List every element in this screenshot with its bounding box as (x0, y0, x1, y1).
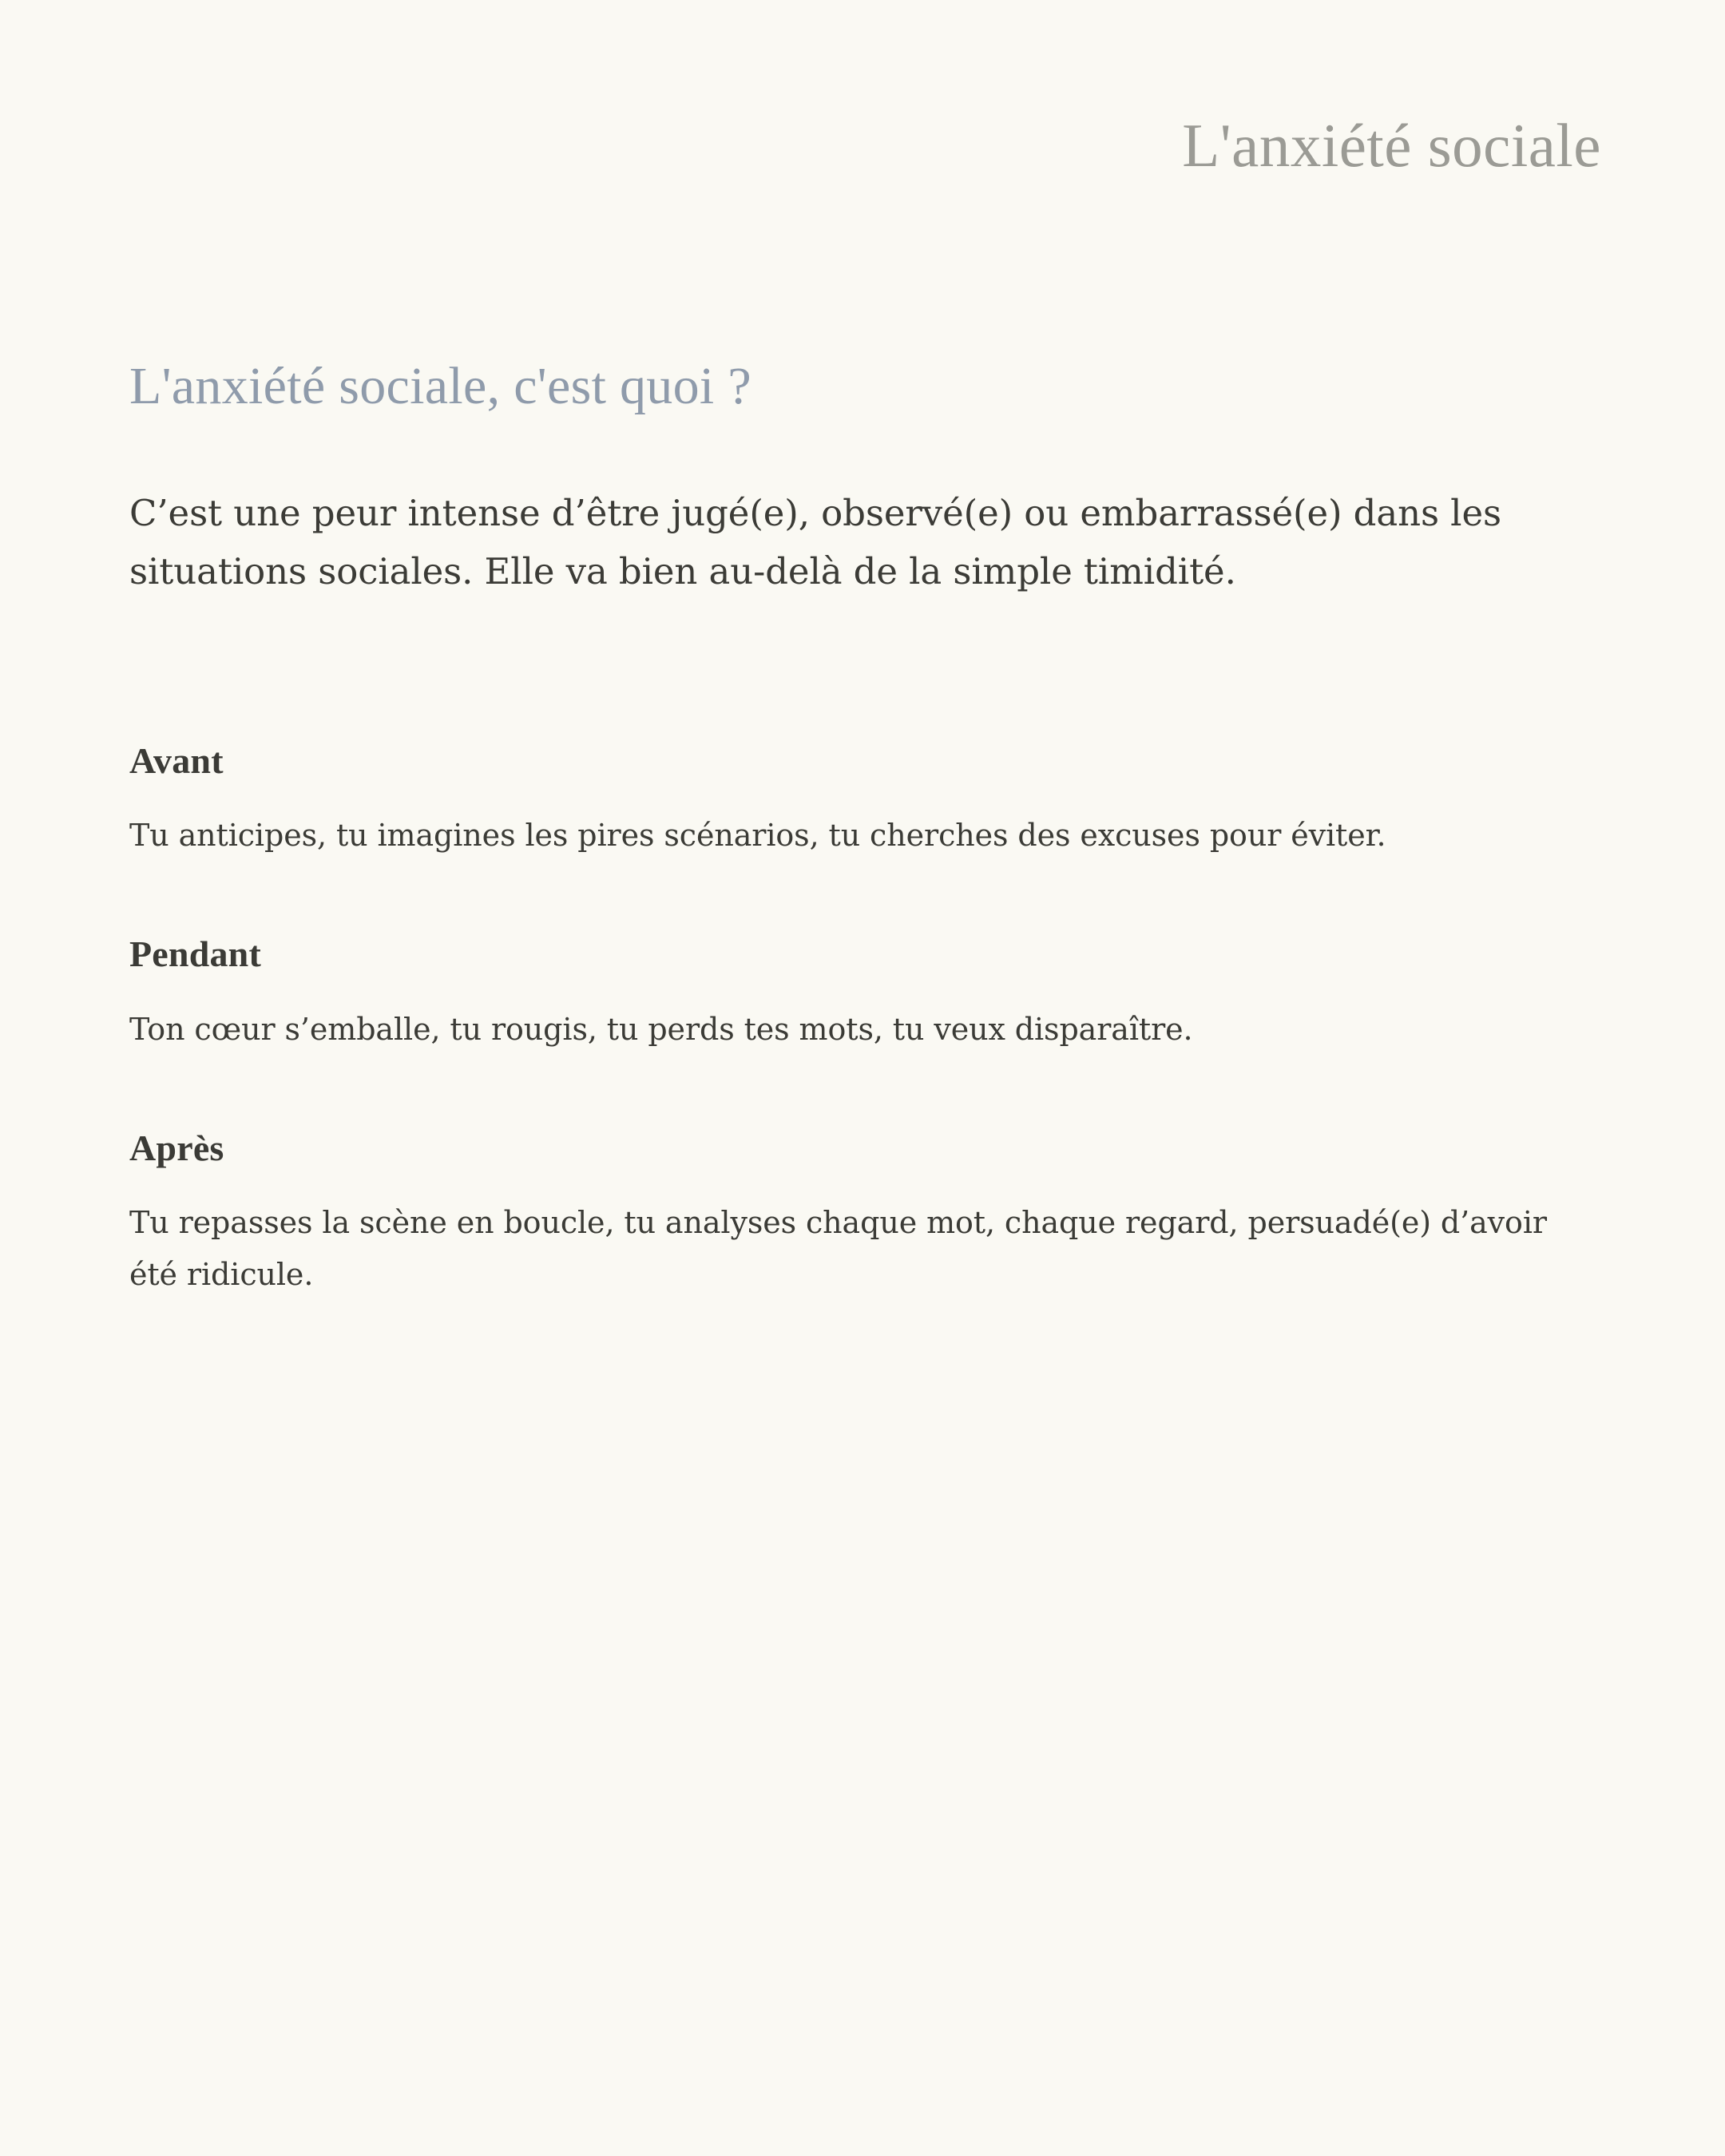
phase-title-pendant: Pendant (129, 933, 261, 975)
phases-list (129, 739, 1601, 1302)
phase-text-apres: Tu repasses la scène en boucle, tu analyses chaque mot, chaque regard, persuadé(e) d’avoir été ridicule. (129, 1205, 1547, 1293)
phase-text-pendant: Ton cœur s’emballe, tu rougis, tu perds tes mots, tu veux disparaître. (129, 1011, 1193, 1047)
phase-text-avant: Tu anticipes, tu imagines les pires scénarios, tu cherches des excuses pour éviter. (129, 818, 1386, 854)
phase-item-avant (129, 739, 1601, 862)
phase-item-pendant (129, 932, 1601, 1056)
intro-paragraph: C’est une peur intense d’être jugé(e), observé(e) ou embarrassé(e) dans les situations sociales. Elle va bien au-delà de la simple timidité. (129, 492, 1501, 593)
phase-item-apres (129, 1126, 1601, 1302)
running-header (129, 0, 1601, 217)
article-content (129, 357, 1601, 1302)
section-heading: L'anxiété sociale, c'est quoi ? (129, 357, 751, 416)
phase-title-apres: Après (129, 1127, 224, 1168)
phase-title-avant: Avant (129, 739, 224, 781)
page-title: L'anxiété sociale (1182, 110, 1601, 180)
